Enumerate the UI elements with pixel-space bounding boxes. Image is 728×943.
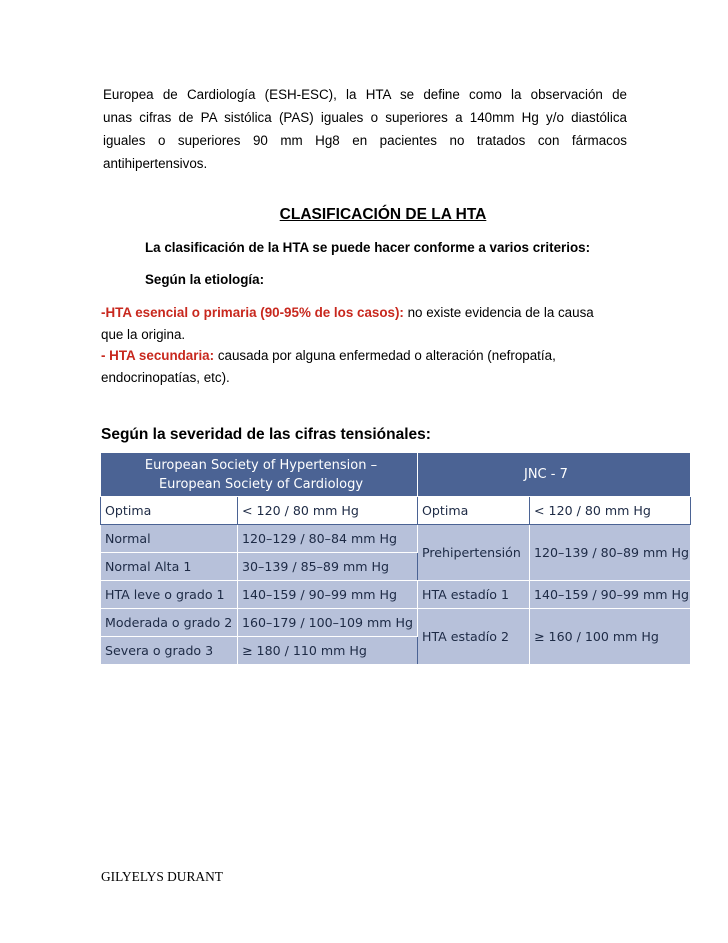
table-cell: Severa o grado 3 — [101, 637, 238, 665]
table-cell: 140–159 / 90–99 mm Hg — [530, 581, 691, 609]
table-cell: Prehipertensión — [418, 525, 530, 581]
table-cell: Optima — [418, 497, 530, 525]
table-cell: ≥ 180 / 110 mm Hg — [238, 637, 418, 665]
table-row — [101, 497, 691, 525]
table-cell: 140–159 / 90–99 mm Hg — [238, 581, 418, 609]
table-cell: HTA estadío 1 — [418, 581, 530, 609]
table-cell: 120–139 / 80–89 mm Hg — [530, 525, 691, 581]
page-footer: GILYELYS DURANT — [101, 869, 223, 884]
table-row — [101, 525, 691, 553]
classification-table — [100, 452, 690, 664]
classification-lead: La clasificación de la HTA se puede hacer conforme a varios criterios: — [145, 240, 591, 255]
table-cell: 120–129 / 80–84 mm Hg — [238, 525, 418, 553]
table-cell: Normal Alta 1 — [101, 553, 238, 581]
table-cell: HTA leve o grado 1 — [101, 581, 238, 609]
table-cell: < 120 / 80 mm Hg — [238, 497, 418, 525]
etiology-list — [101, 302, 601, 388]
etiology-heading: Según la etiología: — [145, 272, 265, 287]
secondary-label: - HTA secundaria: — [101, 348, 215, 363]
etiology-primary — [101, 302, 601, 345]
table-header-jnc: JNC - 7 — [418, 453, 691, 497]
table-cell: Normal — [101, 525, 238, 553]
primary-text: no existe evidencia de la causa que la origina. — [101, 305, 594, 342]
intro-paragraph — [103, 83, 627, 175]
table-cell: ≥ 160 / 100 mm Hg — [530, 609, 691, 665]
table-header-esh: European Society of Hypertension – European Society of Cardiology — [101, 453, 418, 497]
table-row — [101, 581, 691, 609]
intro-line: iguales o superiores 90 mm Hg8 en pacientes no tratados con fármacos — [103, 133, 627, 148]
table-row — [101, 609, 691, 637]
primary-label: -HTA esencial o primaria (90-95% de los casos): — [101, 305, 404, 320]
secondary-text: causada por alguna enfermedad o alteración (nefropatía, endocrinopatías, etc). — [101, 348, 556, 385]
table-cell: 30–139 / 85–89 mm Hg — [238, 553, 418, 581]
intro-line: antihipertensivos. — [103, 156, 208, 171]
intro-line: unas cifras de PA sistólica (PAS) iguales o superiores a 140mm Hg y/o diastólica — [103, 110, 627, 125]
table-cell: < 120 / 80 mm Hg — [530, 497, 691, 525]
table-cell: HTA estadío 2 — [418, 609, 530, 665]
table-cell: Optima — [101, 497, 238, 525]
section-title: CLASIFICACIÓN DE LA HTA — [279, 206, 487, 223]
table-cell: 160–179 / 100–109 mm Hg — [238, 609, 418, 637]
etiology-secondary — [101, 345, 601, 388]
table-cell: Moderada o grado 2 — [101, 609, 238, 637]
intro-line: Europea de Cardiología (ESH-ESC), la HTA se define como la observación de — [103, 87, 627, 102]
severity-heading: Según la severidad de las cifras tensiónales: — [101, 426, 431, 443]
